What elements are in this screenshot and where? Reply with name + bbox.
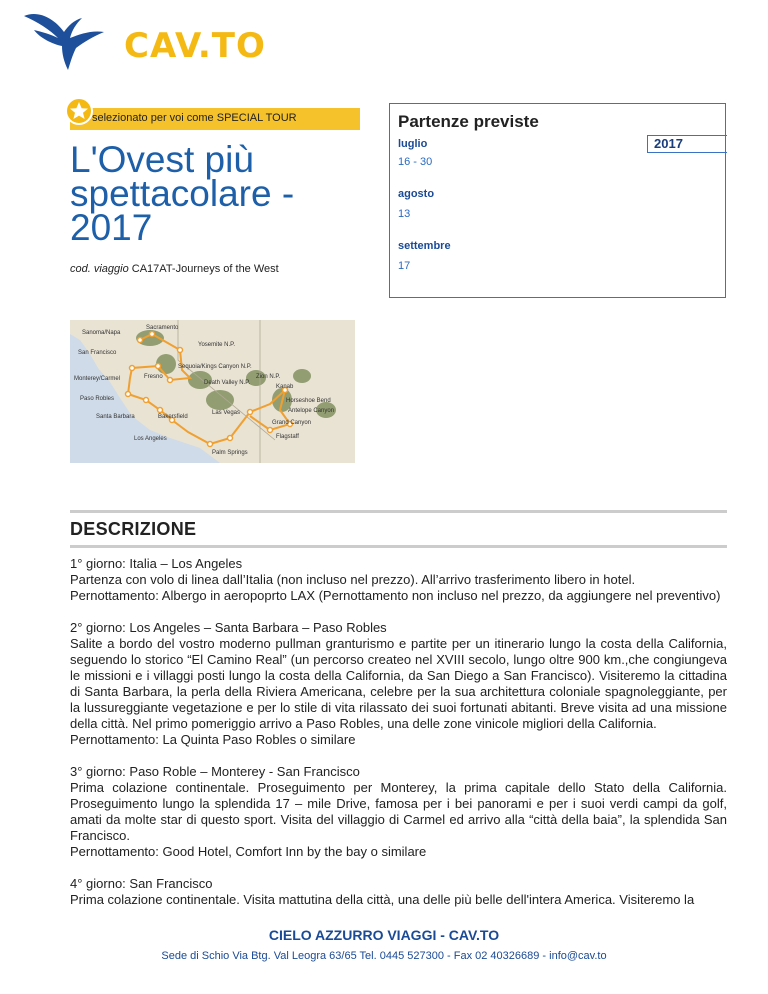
section-divider-bottom bbox=[70, 545, 727, 548]
map-label: Fresno bbox=[144, 374, 163, 380]
day-text: Salite a bordo del vostro moderno pullman granturismo e partite per un itinerario lungo la costa della California, seguendo lo storico “El Camino Real” (un percorso createo nel XVIII secolo, lungo oltre 900 km.,che congiungeva le missioni e i villaggi posti lungo la costa della California, da San Diego a San Francisco). Visiteremo la cittadina di Santa Barbara, la perla della Riviera Americana, celebre per la sua architettura coloniale spagnoleggiante, per la lussureggiante vegetazione e per lo stile di vita rilassato dei suoi fortunati abitanti. Breve visita ad una missione della città. Nel primo pomeriggio arrivo a Paso Robles, una delle zone vinicole migliori della California. bbox=[70, 636, 727, 731]
month-agosto: agosto bbox=[398, 188, 435, 200]
departures-title: Partenze previste bbox=[398, 112, 539, 131]
map-label: Las Vegas bbox=[212, 410, 241, 416]
day-title: 3° giorno: Paso Roble – Monterey - San Francisco bbox=[70, 764, 360, 779]
departures-year: 2017 bbox=[647, 135, 727, 153]
day-title: 4° giorno: San Francisco bbox=[70, 876, 213, 891]
departures-box bbox=[389, 103, 726, 298]
day-overnight: Pernottamento: Albergo in aeropoprto LAX (Pernottamento non incluso nel prezzo, da aggiungere nel preventivo) bbox=[70, 588, 721, 603]
map-label: Monterey/Carmel bbox=[74, 376, 121, 382]
route-map-svg bbox=[70, 320, 355, 463]
tour-title: L'Ovest più spettacolare - 2017 bbox=[70, 139, 295, 248]
day-block bbox=[70, 764, 727, 860]
day-title: 1° giorno: Italia – Los Angeles bbox=[70, 556, 243, 571]
footer-title: CIELO AZZURRO VIAGGI - CAV.TO bbox=[268, 927, 500, 943]
day-overnight: Pernottamento: La Quinta Paso Robles o similare bbox=[70, 732, 356, 747]
day-text: Partenza con volo di linea dall’Italia (non incluso nel prezzo). All’arrivo trasferimento libero in hotel. bbox=[70, 572, 636, 587]
logo-text: CAV.TO bbox=[124, 26, 266, 66]
map-label: Sacramento bbox=[146, 325, 179, 331]
route-map bbox=[70, 320, 355, 463]
special-tour-label: selezionato per voi come SPECIAL TOUR bbox=[92, 112, 297, 124]
footer-address: Sede di Schio Via Btg. Val Leogra 63/65 Tel. 0445 527300 - Fax 02 40326689 - info@cav.to bbox=[161, 950, 607, 962]
map-label: Flagstaff bbox=[276, 434, 299, 440]
bird-logo-icon bbox=[20, 8, 120, 70]
month-luglio: luglio bbox=[398, 138, 428, 150]
map-label: San Francisco bbox=[78, 350, 117, 356]
star-icon bbox=[64, 96, 94, 126]
month-settembre: settembre bbox=[398, 240, 451, 252]
tour-code-value: CA17AT-Journeys of the West bbox=[131, 263, 279, 275]
tour-code-label: cod. viaggio bbox=[70, 263, 129, 275]
day-overnight: Pernottamento: Good Hotel, Comfort Inn by the bay o similare bbox=[70, 844, 427, 859]
cavto-logo[interactable] bbox=[20, 8, 266, 78]
map-label: Palm Springs bbox=[212, 450, 248, 456]
map-label: Yosemite N.P. bbox=[198, 342, 236, 348]
map-label: Grand Canyon bbox=[272, 420, 312, 426]
day-title: 2° giorno: Los Angeles – Santa Barbara – Paso Robles bbox=[70, 620, 387, 635]
map-label: Sequoia/Kings Canyon N.P. bbox=[178, 364, 252, 370]
map-label: Kanab bbox=[276, 384, 294, 390]
map-label: Bakersfield bbox=[158, 414, 188, 420]
tour-code bbox=[70, 263, 279, 275]
map-label: Horseshoe Bend bbox=[286, 398, 331, 404]
description bbox=[70, 556, 727, 924]
day-block bbox=[70, 876, 727, 908]
day-text: Prima colazione continentale. Proseguimento per Monterey, la prima capitale dello Stato della California. Proseguimento lungo la splendida 17 – mile Drive, famosa per i bei panorami e per i suoi verdi campi da golf, amati da molte star di questo sport. Visita del villaggio di Carmel ed arrivo alla “città della baia”, la splendida San Francisco. bbox=[70, 780, 727, 843]
day-block bbox=[70, 620, 727, 748]
day-text: Prima colazione continentale. Visita mattutina della città, una delle più belle dell'intera America. Visiteremo la bbox=[70, 892, 695, 907]
map-label: Antelope Canyon bbox=[288, 408, 335, 414]
map-label: Death Valley N.P. bbox=[204, 380, 251, 386]
map-label: Paso Robles bbox=[80, 396, 115, 402]
map-label: Sanoma/Napa bbox=[82, 330, 121, 336]
section-divider-top bbox=[70, 510, 727, 513]
dates-settembre: 17 bbox=[398, 260, 411, 272]
dates-agosto: 13 bbox=[398, 208, 411, 220]
special-tour-banner bbox=[70, 108, 360, 130]
map-label: Zion N.P. bbox=[256, 374, 281, 380]
map-label: Los Angeles bbox=[134, 436, 167, 442]
dates-luglio: 16 - 30 bbox=[398, 156, 433, 168]
map-label: Santa Barbara bbox=[96, 414, 135, 420]
day-block bbox=[70, 556, 727, 604]
section-title: DESCRIZIONE bbox=[70, 519, 197, 539]
